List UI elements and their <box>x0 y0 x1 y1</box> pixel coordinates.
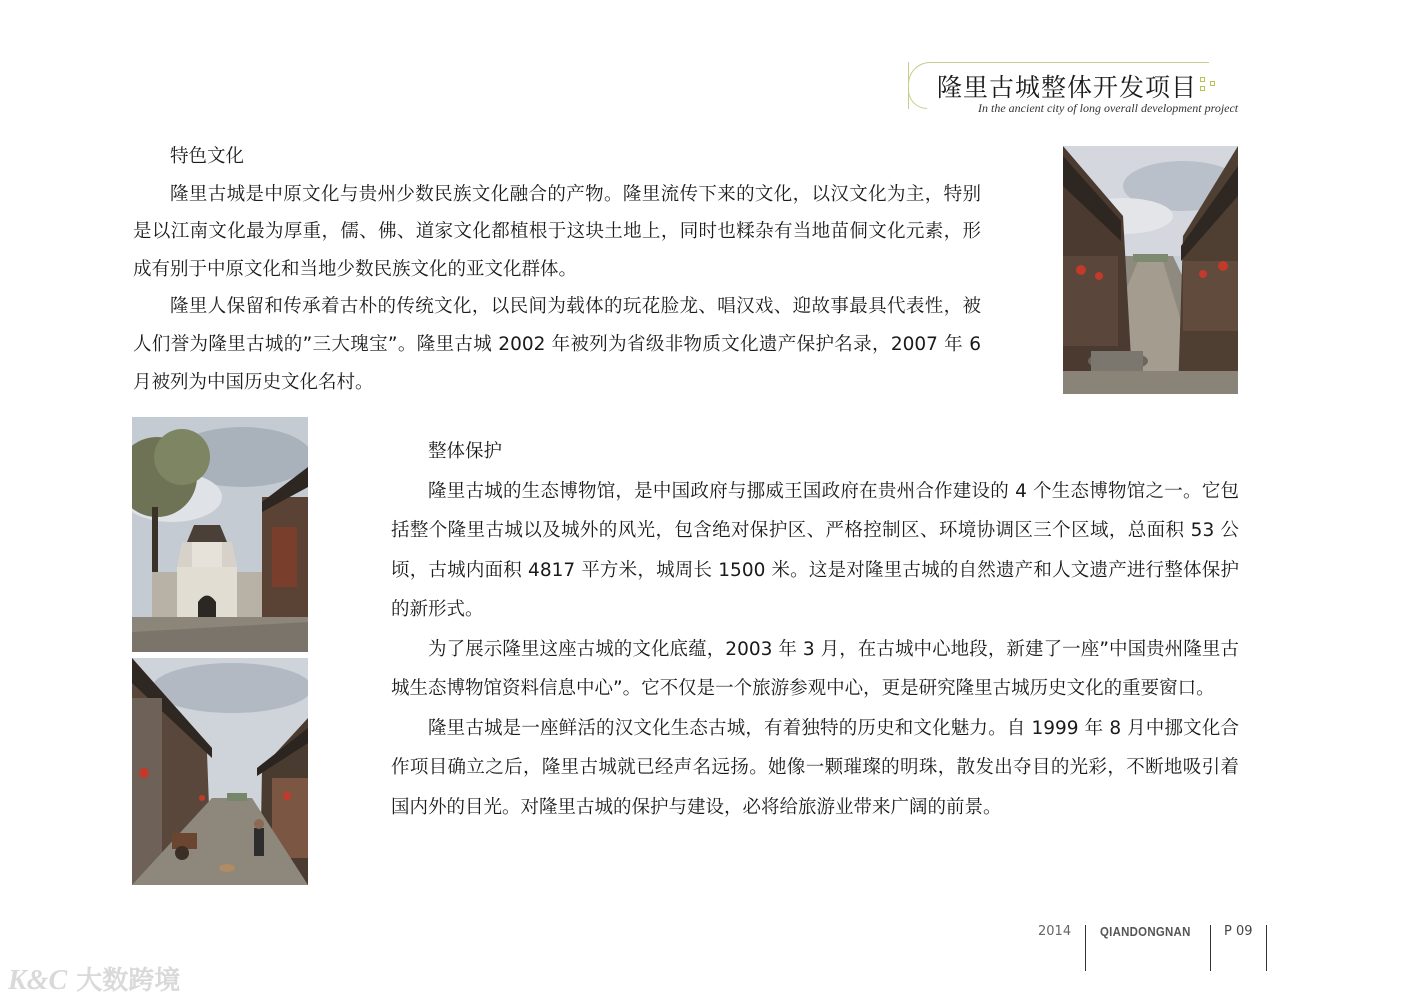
paragraph: 隆里古城是中原文化与贵州少数民族文化融合的产物。隆里流传下来的文化，以汉文化为主，特别是以江南文化最为厚重，儒、佛、道家文化都植根于这块土地上，同时也糅杂有当地苗侗文化元素，形成有别于中原文化和当地少数民族文化的亚文化群体。 <box>133 183 981 280</box>
paragraph: 隆里人保留和传承着古朴的传统文化，以民间为载体的玩花脸龙、唱汉戏、迎故事最具代表性，被人们誉为隆里古城的”三大瑰宝”。隆里古城 2002 年被列为省级非物质文化遗产保护名录，2007 年 6 月被列为中国历史文化名村。 <box>133 296 981 393</box>
watermark <box>8 960 180 996</box>
page-subtitle: In the ancient city of long overall development project <box>978 101 1239 115</box>
footer-divider <box>1210 925 1211 971</box>
paragraph: 隆里古城的生态博物馆，是中国政府与挪威王国政府在贵州合作建设的 4 个生态博物馆之一。它包括整个隆里古城以及城外的风光，包含绝对保护区、严格控制区、环境协调区三个区域，总面积 53 公顷，古城内面积 4817 平方米，城周长 1500 米。这是对隆里古城的自然遗产和人文遗产进行整体保护的新形式。 <box>391 480 1239 620</box>
section-heading: 整体保护 <box>428 441 503 462</box>
paragraph: 隆里古城是一座鲜活的汉文化生态古城，有着独特的历史和文化魅力。自 1999 年 8 月中挪文化合作项目确立之后，隆里古城就已经声名远扬。她像一颗璀璨的明珠，散发出夺目的光彩，不断地吸引着国内外的目光。对隆里古城的保护与建设，必将给旅游业带来广阔的前景。 <box>391 717 1239 818</box>
footer-divider <box>1266 925 1267 971</box>
photo-city-gate <box>132 417 308 652</box>
footer-year: 2014 <box>1038 924 1072 939</box>
footer-divider <box>1085 925 1086 971</box>
section-culture <box>133 138 981 401</box>
watermark-text: 大数跨境 <box>76 966 181 996</box>
page-number: P 09 <box>1224 924 1253 939</box>
photo-village-lane <box>132 658 308 885</box>
watermark-logo: K&C <box>8 965 68 996</box>
section-protection <box>391 432 1239 827</box>
photo-old-street <box>1063 146 1238 394</box>
footer-brand: QIANDONGNAN <box>1100 924 1191 939</box>
page-title: 隆里古城整体开发项目 <box>937 73 1198 102</box>
paragraph: 为了展示隆里这座古城的文化底蕴，2003 年 3 月，在古城中心地段，新建了一座”中国贵州隆里古城生态博物馆资料信息中心”。它不仅是一个旅游参观中心，更是研究隆里古城历史文化的重要窗口。 <box>391 638 1239 699</box>
decorative-dots-icon <box>1199 76 1223 94</box>
section-heading: 特色文化 <box>170 146 245 167</box>
